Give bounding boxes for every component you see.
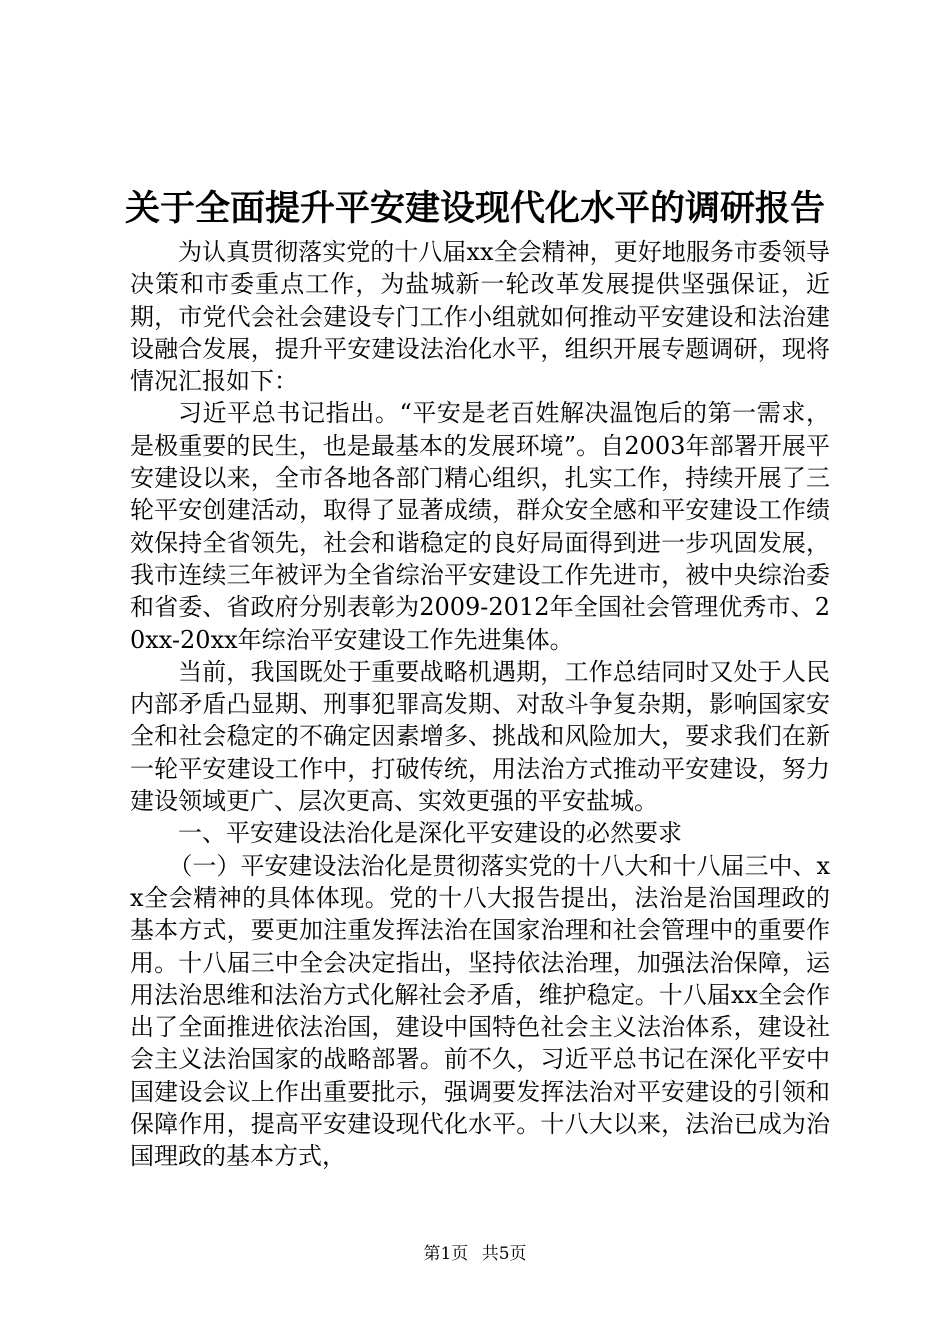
paragraph-background: 习近平总书记指出。“平安是老百姓解决温饱后的第一需求，是极重要的民生，也是最基本的发展环境”。自2003年部署开展平安建设以来，全市各地各部门精心组织，扎实工作，持续开展了三轮平安创建活动，取得了显著成绩，群众安全感和平安建设工作绩效保持全省领先，社会和谐稳定的良好局面得到进一步巩固发展，我市连续三年被评为全省综治平安建设工作先进市，被中央综治委和省委、省政府分别表彰为2009-2012年全国社会管理优秀市、20xx-20xx年综治平安建设工作先进集体。: [130, 399, 830, 654]
paragraph-section-1-1: （一）平安建设法治化是贯彻落实党的十八大和十八届三中、xx全会精神的具体体现。党的十八大报告提出，法治是治国理政的基本方式，要更加注重发挥法治在国家治理和社会管理中的重要作用。十八届三中全会决定指出，坚持依法治理，加强法治保障，运用法治思维和法治方式化解社会矛盾，维护稳定。十八届xx全会作出了全面推进依法治国，建设中国特色社会主义法治体系，建设社会主义法治国家的战略部署。前不久，习近平总书记在深化平安中国建设会议上作出重要批示，强调要发挥法治对平安建设的引领和保障作用，提高平安建设现代化水平。十八大以来，法治已成为治国理政的基本方式，: [130, 851, 830, 1171]
document-title: 关于全面提升平安建设现代化水平的调研报告: [124, 188, 825, 229]
document-body: [130, 236, 830, 1173]
paragraph-intro: 为认真贯彻落实党的十八届xx全会精神，更好地服务市委领导决策和市委重点工作，为盐城新一轮改革发展提供坚强保证，近期，市党代会社会建设专门工作小组就如何推动平安建设和法治建设融合发展，提升平安建设法治化水平，组织开展专题调研，现将情况汇报如下：: [130, 238, 830, 396]
page-total: 共5页: [481, 1244, 527, 1264]
section-heading-1: 一、平安建设法治化是深化平安建设的必然要求: [178, 819, 682, 848]
paragraph-current-situation: 当前，我国既处于重要战略机遇期，工作总结同时又处于人民内部矛盾凸显期、刑事犯罪高发期、对敌斗争复杂期，影响国家安全和社会稳定的不确定因素增多、挑战和风险加大，要求我们在新一轮平安建设工作中，打破传统，用法治方式推动平安建设，努力建设领域更广、层次更高、实效更强的平安盐城。: [130, 657, 830, 816]
page-number: 第1页: [423, 1244, 469, 1264]
page-footer: [0, 1243, 950, 1265]
